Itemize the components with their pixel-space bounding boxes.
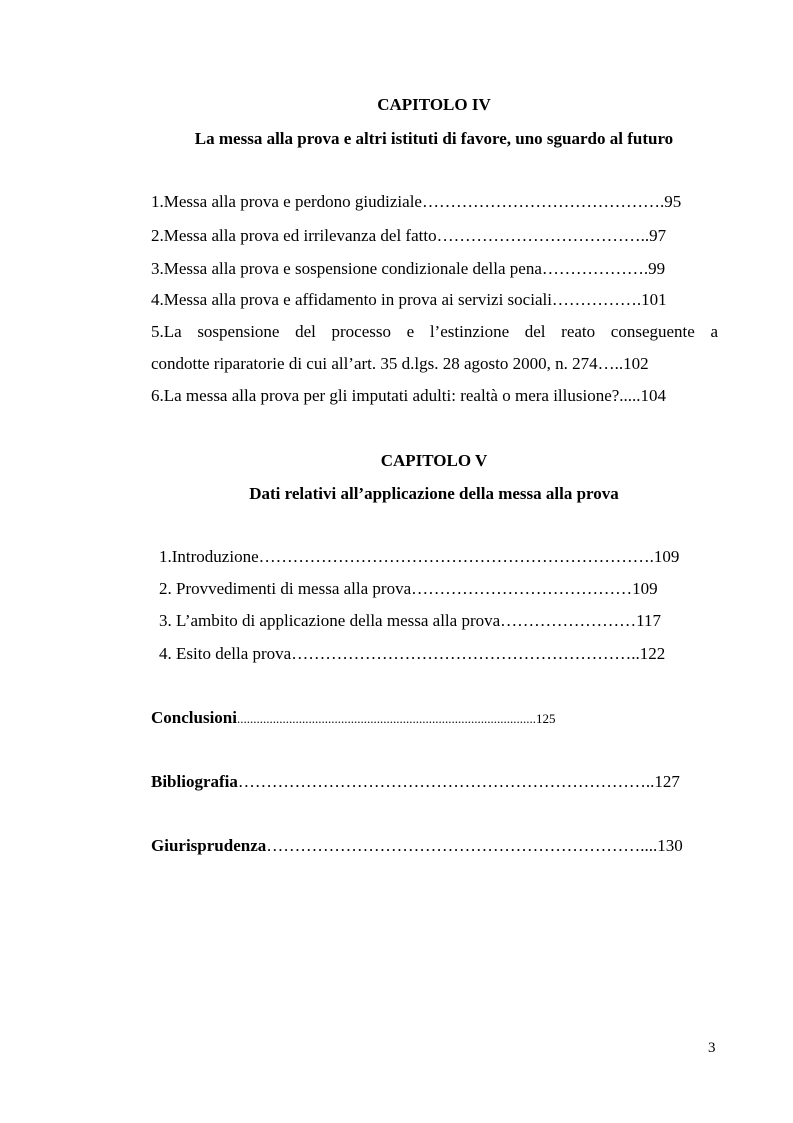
giurisprudenza-label: Giurisprudenza xyxy=(151,836,267,855)
toc-entry-iv-1: 1.Messa alla prova e perdono giudiziale…………………………………….95 xyxy=(151,192,682,211)
bibliografia-label: Bibliografia xyxy=(151,772,238,791)
toc-entry-iv-3: 3.Messa alla prova e sospensione condizionale della pena……………….99 xyxy=(151,259,666,278)
toc-entry-iv-5-cont: condotte riparatorie di cui all’art. 35 d.lgs. 28 agosto 2000, n. 274…..102 xyxy=(151,354,649,373)
toc-entry-iv-5: 5.La sospensione del processo e l’estinzione del reato conseguente a xyxy=(151,322,718,341)
toc-entry-iv-2: 2.Messa alla prova ed irrilevanza del fatto………………………………..97 xyxy=(151,226,667,245)
toc-entry-conclusioni xyxy=(151,708,555,728)
toc-entry-iv-4: 4.Messa alla prova e affidamento in prova ai servizi sociali…………….101 xyxy=(151,290,667,309)
toc-entry-v-2: 2. Provvedimenti di messa alla prova…………………………………109 xyxy=(159,579,658,598)
conclusioni-leader: ............................................................................................125 xyxy=(236,711,556,726)
chapter-iv-title: CAPITOLO IV xyxy=(377,95,491,114)
giurisprudenza-leader: …………………………………………………………....130 xyxy=(266,836,683,855)
toc-entry-bibliografia xyxy=(151,772,680,792)
bibliografia-leader: ………………………………………………………………..127 xyxy=(237,772,680,791)
toc-entry-v-3: 3. L’ambito di applicazione della messa alla prova……………………117 xyxy=(159,611,662,630)
chapter-iv-subtitle: La messa alla prova e altri istituti di favore, uno sguardo al futuro xyxy=(194,129,674,148)
chapter-v-title: CAPITOLO V xyxy=(380,451,488,470)
conclusioni-label: Conclusioni xyxy=(151,708,237,727)
toc-entry-v-4: 4. Esito della prova……………………………………………………..122 xyxy=(159,644,666,663)
toc-entry-iv-6: 6.La messa alla prova per gli imputati adulti: realtà o mera illusione?.....104 xyxy=(151,386,667,405)
toc-entry-v-1: 1.Introduzione…………………………………………………………….109 xyxy=(159,547,680,566)
toc-entry-giurisprudenza xyxy=(151,836,683,856)
chapter-v-subtitle: Dati relativi all’applicazione della messa alla prova xyxy=(249,484,619,503)
page-number: 3 xyxy=(708,1040,716,1056)
